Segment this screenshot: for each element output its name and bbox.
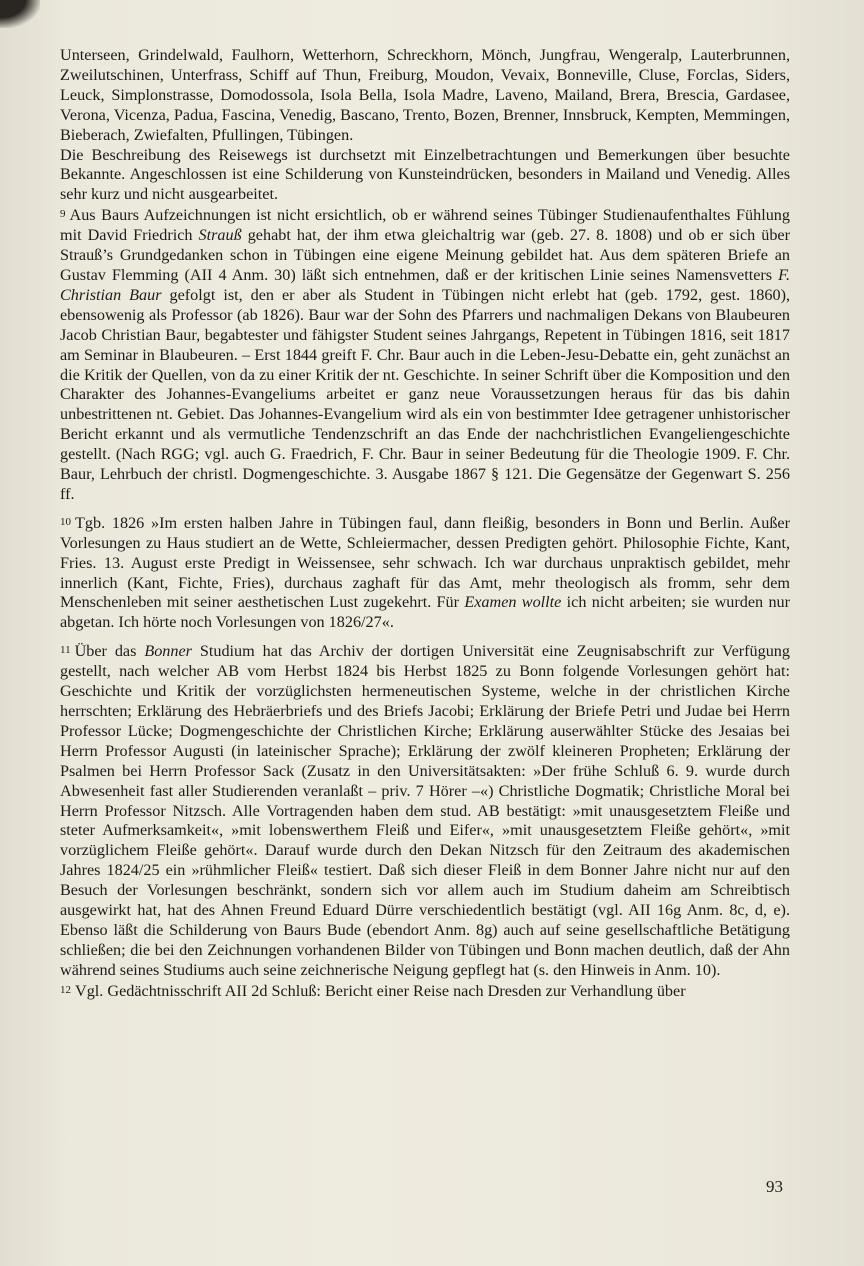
footnote-9 <box>60 205 790 505</box>
paragraph-text: Über das Bonner Studium hat das Archiv der dortigen Universität eine Zeugnisabschrift zur Verfügung gestellt, nach welcher AB vom Herbst 1824 bis Herbst 1825 zu Bonn folgende Vorlesungen gehört hat: Geschichte und Kritik der vorzüglichsten hermeneutischen Systeme, welche in der christlichen Kirche herrschten; Erklärung des Hebräerbriefs und des Briefs Jacobi; Erklärung der Briefe Petri und Judae bei Herrn Professor Lücke; Dogmengeschichte der Christlichen Kirche; Erklärung auserwählter Stücke des Jesaias bei Herrn Professor Augusti (in lateinischer Sprache); Erklärung der zwölf kleineren Propheten; Erklärung der Psalmen bei Herrn Professor Sack (Zusatz in den Universitätsakten: »Der frühe Schluß 6. 9. wurde durch Abwesenheit fast aller Studierenden veranlaßt – priv. 7 Hörer –«) Christliche Dogmatik; Christliche Moral bei Herrn Professor Nitzsch. Alle Vortragenden haben dem stud. AB bestätigt: »mit unausgesetztem Fleiße und steter Aufmerksamkeit«, »mit lobenswerthem Fleiß und Eifer«, »mit unausgesetztem Fleiße gehört«, »mit vorzüglichem Fleiße gehört«. Darauf wurde durch den Dekan Nitzsch für den Zeitraum des akademischen Jahres 1824/25 ein »rühmlicher Fleiß« testiert. Daß sich dieser Fleiß in dem Bonner Jahre nicht nur auf den Besuch der Vorlesungen beschränkt, sondern sich vor allem auch im Studium daheim am Schreibtisch ausgewirkt hat, hat des Ahnen Freund Eduard Dürre verschiedentlich bestätigt (vgl. AII 16g Anm. 8c, d, e). Ebenso läßt die Schilderung von Baurs Bude (ebendort Anm. 8g) auch auf seine gesellschaftliche Betätigung schließen; die bei den Zeichnungen vorhandenen Bilder von Tübingen und Bonn machen deutlich, daß der Ahn während seines Studiums auch seine zeichnerische Neigung gepflegt hat (s. den Hinweis in Anm. 10). <box>60 642 790 979</box>
page-number: 93 <box>766 1177 783 1196</box>
footnote-10 <box>60 513 790 633</box>
paragraph-text: Die Beschreibung des Reisewegs ist durchsetzt mit Einzelbetrachtungen und Bemerkungen über besuchte Bekannte. Angeschlossen ist eine Schilderung von Kunsteindrücken, besonders in Mailand und Venedig. Alles sehr kurz und nicht ausgearbeitet. <box>60 145 790 204</box>
paragraph-text: Aus Baurs Aufzeichnungen ist nicht ersichtlich, ob er während seines Tübinger Studienaufenthaltes Fühlung mit David Friedrich Strauß gehabt hat, der ihm etwa gleichaltrig war (geb. 27. 8. 1808) und ob er sich über Strauß’s Grundgedanken schon in Tübingen eine eigene Meinung gebildet hat. Aus dem späteren Briefe an Gustav Flemming (AII 4 Anm. 30) läßt sich entnehmen, daß er der kritischen Linie seines Namensvetters F. Christian Baur gefolgt ist, den er aber als Student in Tübingen nicht erlebt hat (geb. 1792, gest. 1860), ebensowenig als Professor (ab 1826). Baur war der Sohn des Pfarrers und nachmaligen Dekans von Blaubeuren Jacob Christian Baur, begabtester und fähigster Student seines Jahrgangs, Repetent in Tübingen 1816, seit 1817 am Seminar in Blaubeuren. – Erst 1844 greift F. Chr. Baur auch in die Leben-Jesu-Debatte ein, geht zunächst an die Kritik der Quellen, von da zu einer Kritik der nt. Geschichte. In seiner Schrift über die Komposition und den Charakter des Johannes-Evangeliums arbeitet er ganz neue Voraussetzungen heraus für das bis dahin unbestrittenen nt. Gebiet. Das Johannes-Evangelium wird als ein von bestimmter Idee getragener unhistorischer Bericht erkannt und als vermutliche Tendenzschrift an das Ende der nachchristlichen Evangeliengeschichte gestellt. (Nach RGG; vgl. auch G. Fraedrich, F. Chr. Baur in seiner Bedeutung für die Theologie 1909. F. Chr. Baur, Lehrbuch der christl. Dogmengeschichte. 3. Ausgabe 1867 § 121. Die Gegensätze der Gegenwart S. 256 ff. <box>60 206 791 503</box>
body-text <box>60 46 790 1002</box>
paragraph-text: Unterseen, Grindelwald, Faulhorn, Wetterhorn, Schreckhorn, Mönch, Jungfrau, Wengeralp, Lauterbrunnen, Zweilutschinen, Unterfrass, Schiff auf Thun, Freiburg, Moudon, Vevaix, Bonneville, Cluse, Forclas, Siders, Leuck, Simplonstrasse, Domodossola, Isola Bella, Isola Madre, Laveno, Mailand, Brera, Brescia, Gardasee, Verona, Vicenza, Padua, Fascina, Venedig, Bascano, Trento, Bozen, Brenner, Innsbruck, Kempten, Memmingen, Bieberach, Zwiefalten, Pfullingen, Tübingen. <box>60 46 790 144</box>
footnote-12 <box>60 981 790 1002</box>
paragraph-text: Vgl. Gedächtnisschrift AII 2d Schluß: Bericht einer Reise nach Dresden zur Verhandlung über <box>75 981 686 1000</box>
footnote-number: 11 <box>60 644 71 657</box>
page-corner-shadow <box>0 0 40 28</box>
paragraph-text: Tgb. 1826 »Im ersten halben Jahre in Tübingen faul, dann fleißig, besonders in Bonn und Berlin. Außer Vorlesungen zu Haus studiert an de Wette, Schleiermacher, dessen Predigten gehört. Philosophie Fichte, Kant, Fries. 13. August erste Predigt in Weissensee, sehr schwach. Ich war durchaus unpraktisch gebildet, mehr innerlich (Kant, Fichte, Fries), durchaus zaghaft für das Amt, mehr theologisch als fromm, sehr dem Menschenleben mit seiner aesthetischen Lust zugekehrt. Für Examen wollte ich nicht arbeiten; sie wurden nur abgetan. Ich hörte noch Vorlesungen von 1826/27«. <box>60 513 791 632</box>
footnote-11 <box>60 641 790 980</box>
footnote-number: 9 <box>60 208 66 221</box>
paragraph-description <box>60 146 790 206</box>
paragraph-places <box>60 46 790 146</box>
footnote-number: 10 <box>60 515 71 528</box>
footnote-number: 12 <box>60 983 71 996</box>
